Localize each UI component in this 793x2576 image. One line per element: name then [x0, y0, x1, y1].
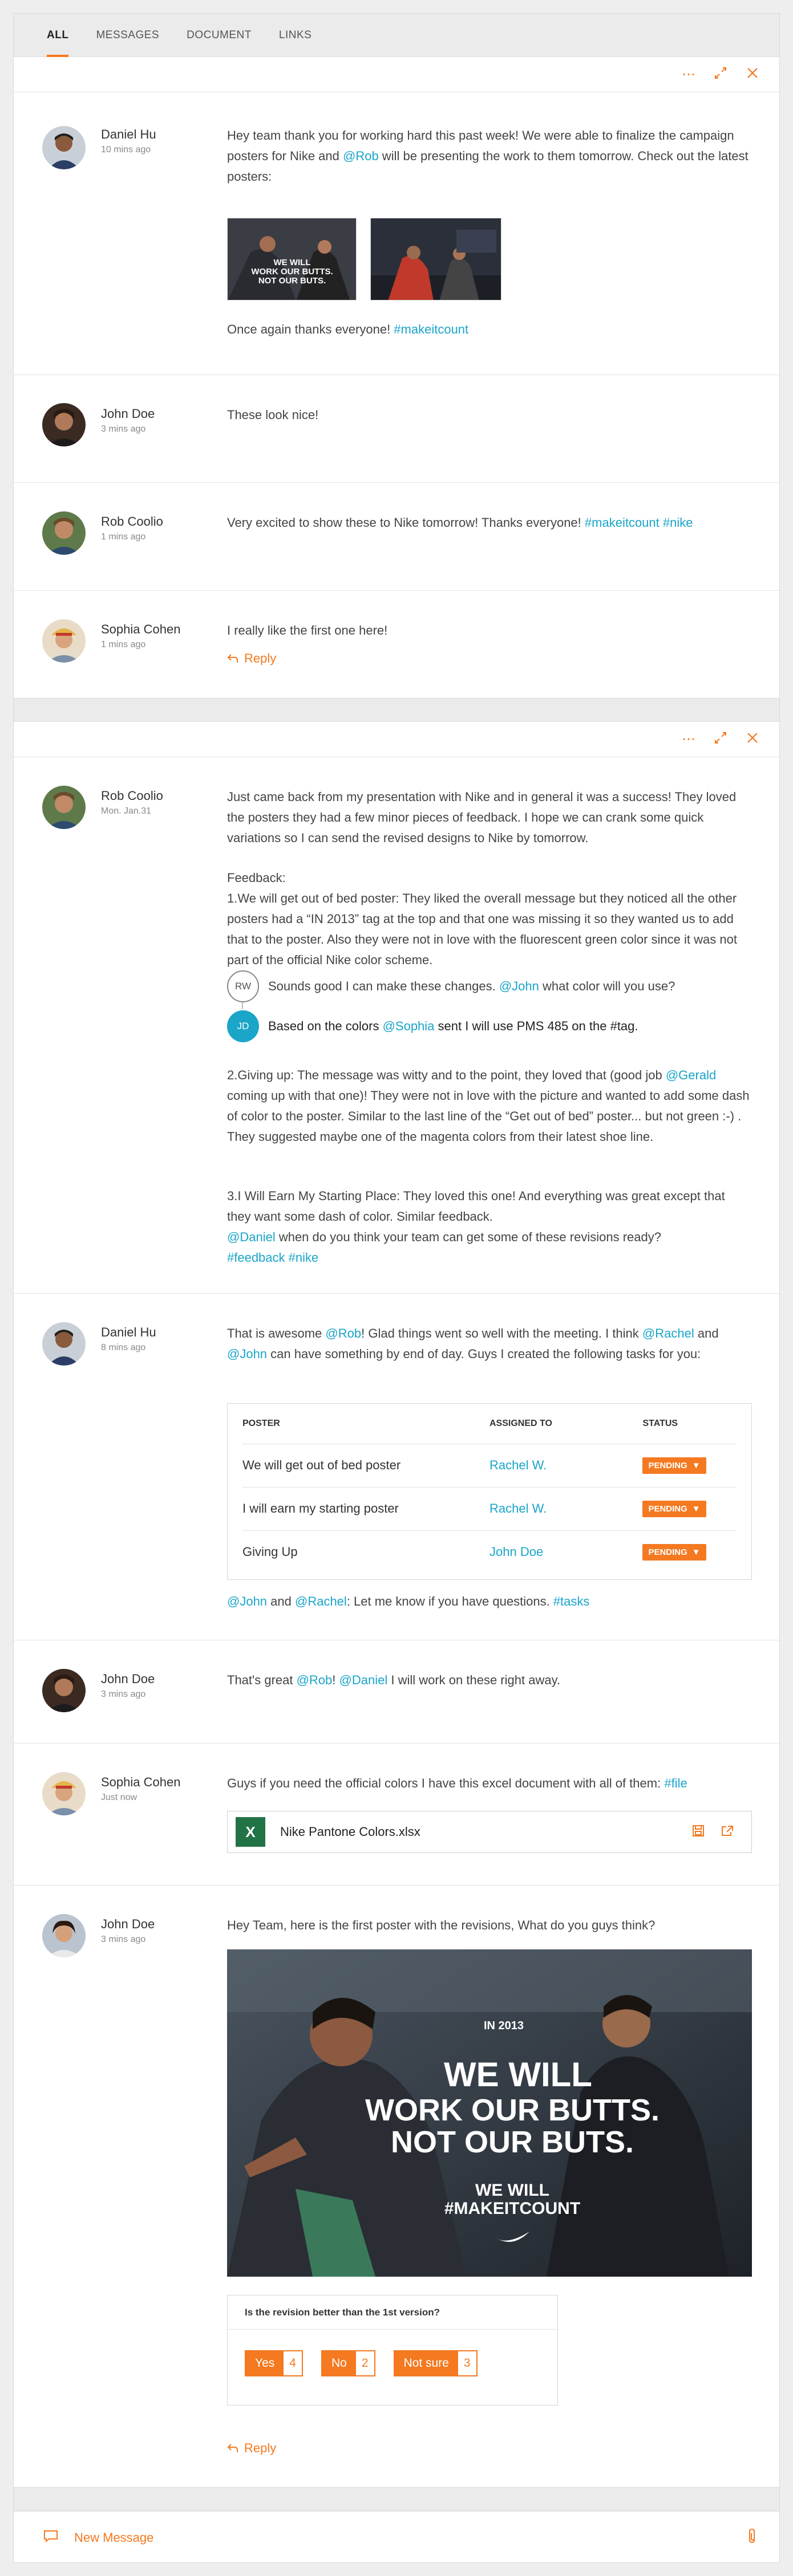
poll-option-yes[interactable] [245, 2350, 303, 2376]
hashtag-link[interactable]: #makeitcount [394, 322, 469, 336]
message-text: Just came back from my presentation with Nike and in general it was a success! They loved the posters they had a few minor pieces of feedback. I hope we can crank some quick variations so I can send the revised designs to Nike by tomorrow. [227, 790, 737, 845]
option-label: Not sure [395, 2351, 458, 2375]
mention-link[interactable]: @Rachel [642, 1326, 694, 1340]
message-time: 1 mins ago [101, 640, 146, 649]
poster-cell: Giving Up [242, 1545, 298, 1559]
status-label: PENDING [648, 1547, 687, 1558]
poll-question: Is the revision better than the 1st version? [228, 2295, 557, 2330]
mention-link[interactable]: @Rob [342, 149, 379, 163]
user-name[interactable]: John Doe [101, 1917, 155, 1931]
message-time: 3 mins ago [101, 424, 146, 434]
text-segment: sent I will use PMS 485 on the #tag. [434, 1019, 638, 1033]
message-time: 3 mins ago [101, 1689, 146, 1699]
message-text [227, 513, 752, 533]
vote-count: 3 [458, 2351, 476, 2375]
avatar [42, 1772, 86, 1815]
mention-link[interactable]: @Gerald [665, 1068, 717, 1082]
text-segment: and [267, 1594, 295, 1608]
message-item [14, 1294, 779, 1640]
status-dropdown[interactable] [642, 1457, 706, 1474]
avatar [42, 1669, 86, 1712]
reply-label: Reply [244, 651, 277, 665]
text-segment: 3.I Will Earn My Starting Place: They loved this one! And everything was great except that they want some dash of color. Similar feedback. [227, 1189, 725, 1224]
reply-label: Reply [244, 2441, 277, 2455]
share-icon[interactable] [721, 1825, 734, 1840]
message-item [14, 591, 779, 698]
avatar [42, 403, 86, 446]
assignee-link[interactable]: Rachel W. [489, 1444, 642, 1487]
poster-cell: We will get out of bed poster [242, 1444, 489, 1487]
message-text [227, 1670, 752, 1691]
text-segment: 2.Giving up: The message was witty and to the point, they loved that (good job [227, 1068, 666, 1082]
hashtag-link[interactable]: #file [664, 1776, 687, 1790]
poster-text: WORK OUR BUTTS. [365, 2093, 660, 2127]
svg-text:WORK OUR BUTTS.: WORK OUR BUTTS. [251, 267, 333, 277]
caret-down-icon: ▼ [691, 1547, 701, 1558]
ellipsis-icon[interactable]: ⋯ [682, 66, 695, 82]
tab-links[interactable]: LINKS [278, 29, 312, 41]
mention-link[interactable]: @Daniel [227, 1230, 276, 1244]
table-row [242, 1530, 737, 1574]
text-segment: Guys if you need the official colors I have this excel document with all of them: [227, 1776, 665, 1790]
message-time: 10 mins ago [101, 145, 151, 155]
avatar [42, 786, 86, 829]
message-text: These look nice! [227, 408, 319, 422]
text-segment: Sounds good I can make these changes. [268, 979, 499, 993]
message-text [227, 1323, 752, 1364]
poll-option-not-sure[interactable] [394, 2350, 478, 2376]
thread-separator [14, 698, 779, 722]
table-header-row [242, 1404, 737, 1444]
ellipsis-icon[interactable]: ⋯ [682, 731, 695, 747]
conversation-app [13, 13, 780, 2563]
status-dropdown[interactable] [642, 1544, 706, 1561]
filter-tabs [14, 14, 779, 57]
text-segment: and [694, 1326, 719, 1340]
comment-text [268, 979, 675, 994]
message-item [14, 375, 779, 483]
status-label: PENDING [648, 1504, 687, 1514]
mention-link[interactable]: @John [227, 1347, 268, 1361]
status-dropdown[interactable] [642, 1501, 706, 1517]
column-header: STATUS [642, 1404, 737, 1444]
chat-bubble-icon [43, 2529, 58, 2546]
tab-messages[interactable]: MESSAGES [96, 29, 160, 41]
user-name[interactable]: Rob Coolio [101, 514, 163, 529]
text-segment: Based on the colors [268, 1019, 383, 1033]
composer-footer [14, 2511, 780, 2563]
message-text [227, 319, 752, 340]
message-time: 1 mins ago [101, 532, 146, 542]
thread-toolbar [14, 722, 779, 757]
text-segment: Very excited to show these to Nike tomorrow! Thanks everyone! [227, 515, 585, 530]
text-segment: Hey team thank you for working hard this past week! We were able to finalize the campaign posters for Nike and [227, 128, 734, 163]
hashtag-link[interactable]: #makeitcount [584, 515, 660, 530]
hashtag-link[interactable]: #nike [662, 515, 693, 530]
file-name[interactable]: Nike Pantone Colors.xlsx [280, 1825, 420, 1839]
mention-link[interactable]: @Rachel [294, 1594, 347, 1608]
new-message-button[interactable]: New Message [74, 2530, 154, 2545]
column-header: ASSIGNED TO [489, 1404, 642, 1444]
text-segment: when do you think your team can get some of these revisions ready? [275, 1230, 661, 1244]
avatar [42, 619, 86, 663]
mention-link[interactable]: @John [499, 979, 539, 993]
save-icon[interactable] [692, 1825, 705, 1840]
message-item [14, 1744, 779, 1886]
thread-toolbar [14, 57, 779, 92]
mention-link[interactable]: @Sophia [382, 1019, 435, 1033]
avatar[interactable]: RW [227, 970, 259, 1002]
user-name[interactable]: John Doe [101, 407, 155, 421]
poster-image[interactable] [227, 1949, 752, 2277]
message-text [227, 1773, 752, 1794]
message-item [14, 1640, 779, 1744]
message-text: I really like the first one here! [227, 623, 388, 637]
excel-file-icon: X [236, 1817, 265, 1847]
inline-comment [227, 970, 675, 1002]
reply-icon [227, 2443, 238, 2453]
poster-thumbnail[interactable] [227, 218, 357, 300]
assignee-link[interactable]: Rachel W. [489, 1487, 642, 1530]
close-icon[interactable] [745, 732, 760, 746]
poster-text: WE WILL [475, 2181, 549, 2200]
svg-text:NOT OUR BUTS.: NOT OUR BUTS. [258, 276, 326, 286]
user-name[interactable]: Daniel Hu [101, 127, 156, 141]
vote-count: 2 [356, 2351, 374, 2375]
mention-link[interactable]: @Rob [296, 1673, 333, 1687]
svg-text:WE WILL: WE WILL [273, 258, 311, 267]
avatar [42, 1322, 86, 1366]
message-text [227, 868, 752, 970]
message-text [227, 1591, 752, 1612]
reply-icon [227, 653, 238, 664]
status-label: PENDING [648, 1461, 687, 1470]
poster-text: IN 2013 [483, 2020, 524, 2032]
text-segment: 1.We will get out of bed poster: They liked the overall message but they noticed all the other posters had a “IN 2013” tag at the top and that one was missing it so they wanted us to add that to the poster. Also they were not in love with the fluorescent green color since it was not part of the official Nike color scheme. [227, 891, 737, 967]
reply-button[interactable] [227, 651, 276, 666]
message-item [14, 757, 779, 1294]
text-segment: what color will you use? [539, 979, 675, 993]
text-segment: That is awesome [227, 1326, 326, 1340]
mention-link[interactable]: @John [227, 1594, 268, 1608]
message-text [227, 1186, 752, 1268]
reply-button[interactable] [227, 2441, 276, 2456]
comment-text [268, 1019, 638, 1034]
message-item [14, 1886, 779, 2456]
poster-text: #MAKEITCOUNT [444, 2199, 581, 2218]
expand-arrows-icon[interactable] [713, 732, 728, 747]
avatar [42, 511, 86, 555]
table-row [242, 1444, 737, 1487]
inline-comment [227, 1010, 638, 1042]
expand-arrows-icon[interactable] [713, 67, 728, 82]
user-name[interactable]: Sophia Cohen [101, 622, 181, 636]
option-label: No [322, 2351, 356, 2375]
text-segment: will be presenting the work to them tomorrow. Check out the latest posters: [227, 149, 749, 184]
text-segment: ! [332, 1673, 339, 1687]
text-segment: Feedback: [227, 871, 286, 885]
message-item [14, 483, 779, 591]
message-time: 8 mins ago [101, 1343, 146, 1352]
close-icon[interactable] [745, 67, 760, 82]
text-segment: That's great [227, 1673, 297, 1687]
caret-down-icon: ▼ [691, 1461, 701, 1470]
poll-card [227, 2295, 558, 2406]
text-segment: I will work on these right away. [387, 1673, 561, 1687]
hashtag-link[interactable]: #nike [288, 1250, 319, 1265]
text-segment: : Let me know if you have questions. [346, 1594, 553, 1608]
caret-down-icon: ▼ [691, 1504, 701, 1514]
user-name[interactable]: John Doe [101, 1672, 155, 1686]
message-item [14, 92, 779, 375]
poster-thumbnail[interactable] [370, 218, 501, 300]
tab-document[interactable]: DOCUMENT [187, 29, 252, 41]
text-segment: ! Glad things went so well with the meeting. I think [361, 1326, 642, 1340]
text-segment: coming up with that one)! They were not in love with the picture and wanted to add some dash of color to the poster. Similar to the last line of the “Get out of bed” poster... but not green :-) . They suggested maybe one of the magenta colors from their latest shoe line. [227, 1088, 750, 1144]
thread-separator [14, 2487, 780, 2511]
table-row [242, 1487, 737, 1530]
mention-link[interactable]: @Rob [325, 1326, 362, 1340]
option-label: Yes [246, 2351, 284, 2375]
message-time: 3 mins ago [101, 1935, 146, 1944]
poll-option-no[interactable] [321, 2350, 375, 2376]
poster-text: WE WILL [444, 2055, 592, 2094]
task-table [227, 1403, 752, 1580]
mention-link[interactable]: @Daniel [339, 1673, 388, 1687]
file-attachment[interactable] [227, 1811, 752, 1853]
hashtag-link[interactable]: #tasks [553, 1594, 590, 1608]
poster-cell: I will earn my starting poster [242, 1487, 489, 1530]
message-time: Just now [101, 1793, 137, 1802]
poll-options [228, 2330, 557, 2376]
message-time: Mon. Jan.31 [101, 806, 152, 816]
tab-all[interactable]: ALL [47, 14, 68, 57]
paperclip-icon[interactable] [747, 2528, 758, 2547]
hashtag-link[interactable]: #feedback [227, 1250, 285, 1265]
text-segment: can have something by end of day. Guys I created the following tasks for you: [267, 1347, 701, 1361]
avatar [42, 126, 86, 169]
poster-text: NOT OUR BUTS. [391, 2125, 634, 2159]
user-name[interactable]: Rob Coolio [101, 789, 163, 803]
user-name[interactable]: Daniel Hu [101, 1325, 156, 1339]
message-text [227, 125, 752, 187]
assignee-link[interactable]: John Doe [489, 1545, 544, 1559]
vote-count: 4 [284, 2351, 302, 2375]
avatar [42, 1914, 86, 1957]
text-segment: Once again thanks everyone! [227, 322, 394, 336]
column-header: POSTER [242, 1404, 489, 1444]
avatar[interactable]: JD [227, 1010, 259, 1042]
message-text [227, 1065, 752, 1147]
message-text: Hey Team, here is the first poster with the revisions, What do you guys think? [227, 1918, 656, 1932]
user-name[interactable]: Sophia Cohen [101, 1775, 181, 1789]
